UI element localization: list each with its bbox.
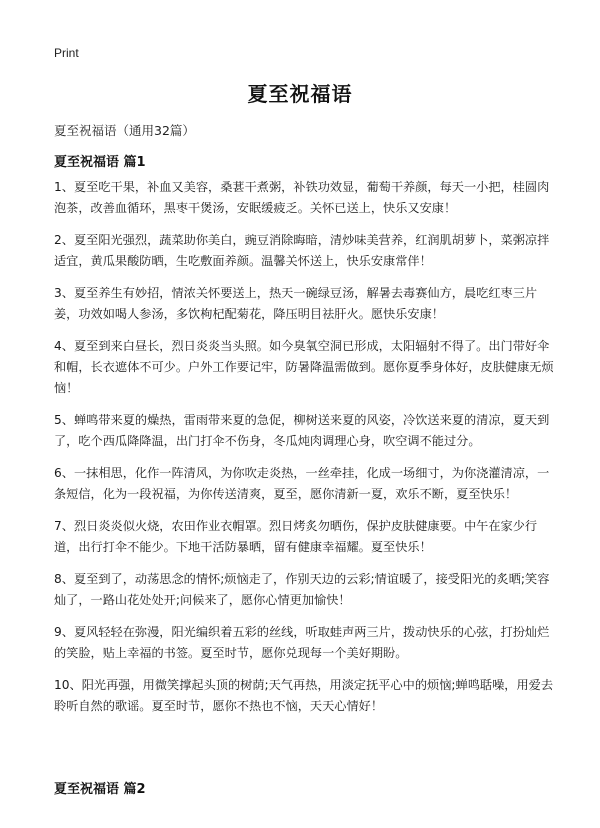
paragraph-1: 1、夏至吃干果，补血又美容，桑葚干煮粥，补铁功效显，葡萄干养颜，每天一小把，桂圆肉泡茶，改善血循环，黑枣干煲汤，安眠缓疲乏。关怀已送上，快乐又安康！ bbox=[54, 180, 550, 215]
paragraph-3: 3、夏至养生有妙招，情浓关怀要送上，热天一碗绿豆汤，解暑去毒赛仙方，晨吃红枣三片姜，功效如喝人参汤，多饮枸杞配菊花，降压明目祛肝火。愿快乐安康！ bbox=[54, 286, 538, 321]
section-heading-2: 夏至祝福语 篇2 bbox=[54, 782, 146, 797]
paragraph-list bbox=[54, 177, 554, 728]
paragraph-7: 7、烈日炎炎似火烧，农田作业衣帽罩。烈日烤炙勿晒伤，保护皮肤健康要。中午在家少行道，出行打伞不能少。下地干活防暴晒，留有健康幸福耀。夏至快乐！ bbox=[54, 519, 538, 554]
paragraph-6: 6、一抹相思，化作一阵清风，为你吹走炎热，一丝牵挂，化成一场细寸，为你浇灌清凉，一条短信，化为一段祝福，为你传送清爽，夏至，愿你清新一夏，欢乐不断，夏至快乐！ bbox=[54, 466, 550, 501]
paragraph-4: 4、夏至到来白昼长，烈日炎炎当头照。如今臭氧空洞已形成，太阳辐射不得了。出门带好伞和帽，长衣遮体不可少。户外工作要记牢，防暑降温需做到。愿你夏季身体好，皮肤健康无烦恼！ bbox=[54, 339, 554, 395]
paragraph-2: 2、夏至阳光强烈，蔬菜助你美白，豌豆消除晦暗，清炒味美营养，红润肌胡萝卜，菜粥凉拌适宜，黄瓜果酸防晒，生吃敷面养颜。温馨关怀送上，快乐安康常伴！ bbox=[54, 233, 550, 268]
paragraph-9: 9、夏风轻轻在弥漫，阳光编织着五彩的丝线，听取蛙声两三片，拨动快乐的心弦，打扮灿烂的笑脸，贴上幸福的书签。夏至时节，愿你兑现每一个美好期盼。 bbox=[54, 625, 550, 660]
paragraph-8: 8、夏至到了，动荡思念的情怀;烦恼走了，作别天边的云彩;情谊暖了，接受阳光的炙晒;笑容灿了，一路山花处处开;问候来了，愿你心情更加愉快！ bbox=[54, 572, 550, 607]
document-subtitle: 夏至祝福语（通用32篇） bbox=[54, 123, 195, 138]
print-link[interactable]: Print bbox=[54, 46, 79, 60]
section-heading-1: 夏至祝福语 篇1 bbox=[54, 155, 146, 170]
paragraph-5: 5、蝉鸣带来夏的燥热，雷雨带来夏的急促，柳树送来夏的风姿，冷饮送来夏的清凉，夏天到了，吃个西瓜降降温，出门打伞不伤身，冬瓜炖肉调理心身，吹空调不能过分。 bbox=[54, 413, 550, 448]
page-title: 夏至祝福语 bbox=[247, 82, 353, 106]
paragraph-10: 10、阳光再强，用微笑撑起头顶的树荫;天气再热，用淡定抚平心中的烦恼;蝉鸣聒噪，用爱去聆听自然的歌谣。夏至时节，愿你不热也不恼，天天心情好！ bbox=[54, 678, 554, 713]
